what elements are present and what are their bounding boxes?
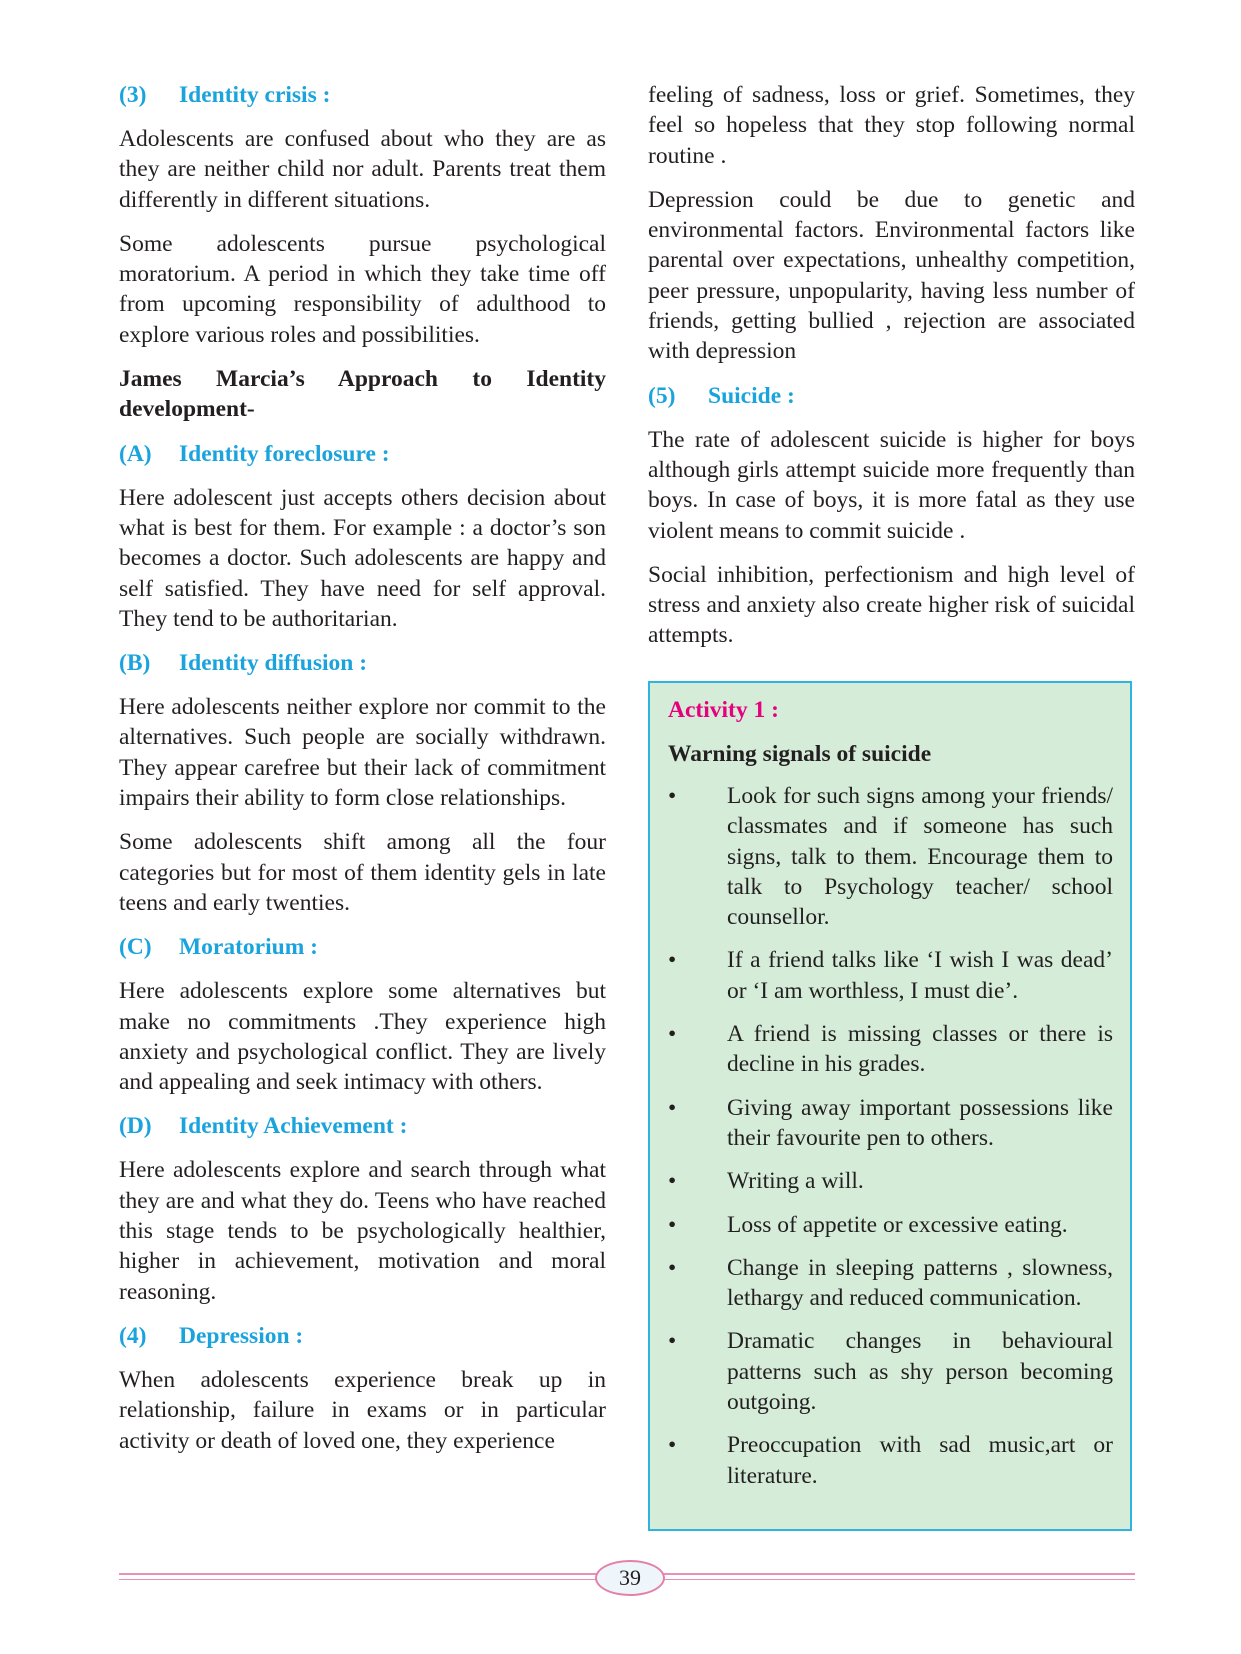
heading-depression [119,1321,606,1351]
heading-title: Suicide : [708,382,795,409]
paragraph: Here adolescent just accepts others decision about what is best for them. For example : a doctor’s son becomes a doctor. Such adolescents are happy and self satisfied. They have need for self approval. They tend to be authoritarian. [119,484,606,632]
paragraph: Depression could be due to genetic and environmental factors. Environmental factors like parental over expectations, unhealthy competition, peer pressure, unpopularity, having less number of friends, getting bullied , rejection are associated with depression [648,186,1135,365]
paragraph: Adolescents are confused about who they are as they are neither child nor adult. Parents treat them differently in different situations. [119,126,606,213]
paragraph: Here adolescents explore and search through what they are and what they do. Teens who have reached this stage tends to be psychologically healthier, higher in achievement, motivation and moral reasoning. [119,1157,606,1305]
list-item [668,1166,1113,1196]
heading-title: Identity crisis : [179,82,331,108]
heading-number: (A) [119,440,152,467]
bullet-icon: • [668,1021,677,1048]
bullet-icon: • [668,947,677,974]
bullet-icon: • [668,783,677,809]
heading-moratorium [119,932,606,962]
left-column [119,80,606,1470]
heading-identity-crisis [119,80,606,110]
heading-title: Identity foreclosure : [179,440,390,467]
heading-suicide [648,381,1135,411]
paragraph: Here adolescents neither explore nor commit to the alternatives. Such people are socially withdrawn. They appear carefree but their lack of commitment impairs their ability to form close relationships. [119,694,606,812]
heading-number: (5) [648,382,676,409]
heading-number: (C) [119,934,152,961]
heading-identity-foreclosure [119,439,606,469]
bullet-icon: • [668,1328,677,1355]
paragraph: feeling of sadness, loss or grief. Sometimes, they feel so hopeless that they stop following normal routine . [648,82,1135,169]
bullet-icon: • [668,1432,677,1459]
paragraph: Here adolescents explore some alternatives but make no commitments .They experience high anxiety and psychological conflict. They are lively and appealing and seek intimacy with others. [119,978,606,1096]
heading-identity-achievement [119,1111,606,1141]
list-item-text: Writing a will. [727,1168,864,1195]
bullet-icon: • [668,1254,677,1281]
list-item [668,1430,1113,1491]
heading-title: Identity Achievement : [179,1113,408,1140]
heading-identity-diffusion [119,648,606,678]
paragraph: The rate of adolescent suicide is higher for boys although girls attempt suicide more frequently than boys. In case of boys, it is more fatal as they use violent means to commit suicide . [648,426,1135,544]
list-item-text: Dramatic changes in behavioural patterns such as shy person becoming outgoing. [727,1328,1113,1416]
list-item [668,945,1113,1006]
paragraph: Some adolescents pursue psychological moratorium. A period in which they take time off from upcoming responsibility of adulthood to explore various roles and possibilities. [119,230,606,348]
heading-title: Moratorium : [179,934,318,961]
right-column [648,80,1135,665]
heading-number: (4) [119,1322,147,1349]
list-item [668,1019,1113,1080]
subheading-marcia: James Marcia’s Approach to Identity development- [119,366,606,423]
paragraph: Social inhibition, perfectionism and high level of stress and anxiety also create higher risk of suicidal attempts. [648,561,1135,649]
heading-title: Identity diffusion : [179,650,368,677]
list-item-text: Loss of appetite or excessive eating. [727,1211,1068,1238]
list-item-text: Look for such signs among your friends/ classmates and if someone has such signs, talk to them. Encourage them to talk to Psychology teacher/ school counsellor. [727,783,1113,931]
bullet-icon: • [668,1094,677,1121]
page-number: 39 [595,1560,665,1596]
list-item [668,1326,1113,1417]
list-item [668,1093,1113,1154]
list-item-text: If a friend talks like ‘I wish I was dead’ or ‘I am worthless, I must die’. [727,947,1113,1004]
bullet-icon: • [668,1211,677,1238]
paragraph: Some adolescents shift among all the four categories but for most of them identity gels in late teens and early twenties. [119,829,606,916]
list-item-text: Change in sleeping patterns , slowness, lethargy and reduced communication. [727,1254,1113,1312]
bullet-icon: • [668,1168,677,1195]
list-item-text: Preoccupation with sad music,art or literature. [727,1432,1113,1489]
list-item [668,781,1113,932]
activity-box [648,681,1132,1531]
list-item [668,1253,1113,1314]
heading-number: (D) [119,1113,152,1140]
list-item-text: Giving away important possessions like their favourite pen to others. [727,1094,1113,1151]
activity-title: Warning signals of suicide [668,741,932,767]
heading-title: Depression : [179,1322,304,1349]
list-item-text: A friend is missing classes or there is decline in his grades. [727,1021,1113,1078]
heading-number: (B) [119,650,151,677]
heading-number: (3) [119,82,147,108]
activity-label: Activity 1 : [668,697,779,723]
list-item [668,1210,1113,1240]
paragraph: When adolescents experience break up in relationship, failure in exams or in particular activity or death of loved one, they experience [119,1366,606,1454]
